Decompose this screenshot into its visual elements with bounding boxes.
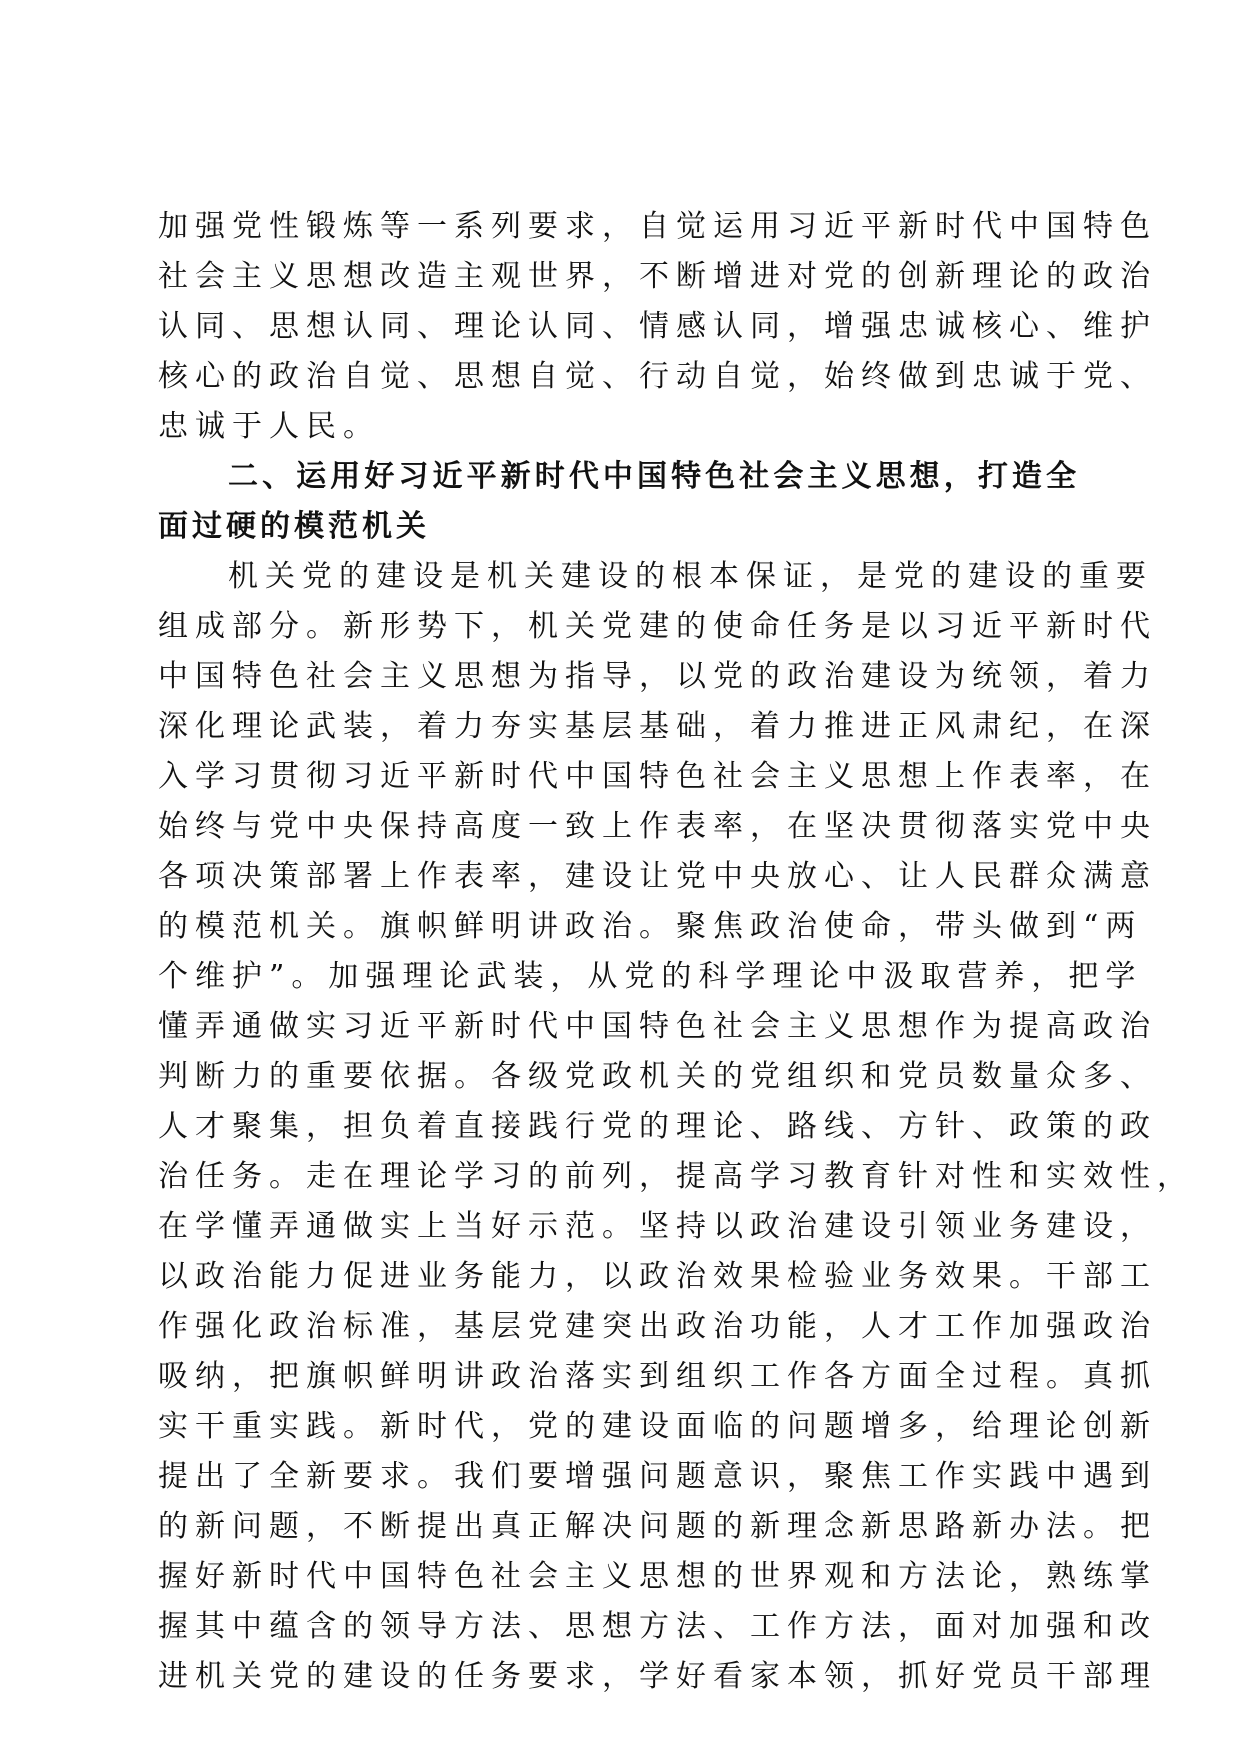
text-line: 握好新时代中国特色社会主义思想的世界观和方法论，熟练掌 [158, 1559, 1157, 1594]
text-line: 机关党的建设是机关建设的根本保证，是党的建设的重要 [228, 559, 1153, 594]
heading-line: 二、运用好习近平新时代中国特色社会主义思想，打造全 [228, 459, 1080, 494]
text-line: 判断力的重要依据。各级党政机关的党组织和党员数量众多、 [158, 1059, 1157, 1094]
text-line: 以政治能力促进业务能力，以政治效果检验业务效果。干部工 [158, 1259, 1157, 1294]
text-line: 在学懂弄通做实上当好示范。坚持以政治建设引领业务建设， [158, 1209, 1157, 1244]
text-line: 深化理论武装，着力夯实基层基础，着力推进正风肃纪，在深 [158, 709, 1157, 744]
text-line: 治任务。走在理论学习的前列，提高学习教育针对性和实效性， [158, 1159, 1194, 1194]
body-paragraph [158, 552, 1194, 1702]
text-line: 吸纳，把旗帜鲜明讲政治落实到组织工作各方面全过程。真抓 [158, 1359, 1157, 1394]
heading-line: 面过硬的模范机关 [158, 509, 430, 544]
text-line: 认同、思想认同、理论认同、情感认同，增强忠诚核心、维护 [158, 309, 1157, 344]
text-line: 的新问题，不断提出真正解决问题的新理念新思路新办法。把 [158, 1509, 1157, 1544]
text-line: 组成部分。新形势下，机关党建的使命任务是以习近平新时代 [158, 609, 1157, 644]
text-line: 实干重实践。新时代，党的建设面临的问题增多，给理论创新 [158, 1409, 1157, 1444]
text-line: 懂弄通做实习近平新时代中国特色社会主义思想作为提高政治 [158, 1009, 1157, 1044]
text-line: 各项决策部署上作表率，建设让党中央放心、让人民群众满意 [158, 859, 1157, 894]
text-line: 始终与党中央保持高度一致上作表率，在坚决贯彻落实党中央 [158, 809, 1157, 844]
text-line: 作强化政治标准，基层党建突出政治功能，人才工作加强政治 [158, 1309, 1157, 1344]
intro-paragraph [158, 202, 1157, 452]
text-line: 入学习贯彻习近平新时代中国特色社会主义思想上作表率，在 [158, 759, 1157, 794]
text-line: 人才聚集，担负着直接践行党的理论、路线、方针、政策的政 [158, 1109, 1157, 1144]
text-line: 握其中蕴含的领导方法、思想方法、工作方法，面对加强和改 [158, 1609, 1157, 1644]
text-line: 加强党性锻炼等一系列要求，自觉运用习近平新时代中国特色 [158, 209, 1157, 244]
text-line: 的模范机关。旗帜鲜明讲政治。聚焦政治使命，带头做到“两 [158, 909, 1143, 944]
section-heading [158, 452, 1080, 552]
text-line: 社会主义思想改造主观世界，不断增进对党的创新理论的政治 [158, 259, 1157, 294]
text-line: 忠诚于人民。 [158, 409, 380, 444]
text-line: 个维护”。加强理论武装，从党的科学理论中汲取营养，把学 [158, 959, 1143, 994]
text-line: 中国特色社会主义思想为指导，以党的政治建设为统领，着力 [158, 659, 1157, 694]
text-line: 核心的政治自觉、思想自觉、行动自觉，始终做到忠诚于党、 [158, 359, 1157, 394]
text-line: 提出了全新要求。我们要增强问题意识，聚焦工作实践中遇到 [158, 1459, 1157, 1494]
text-line: 进机关党的建设的任务要求，学好看家本领，抓好党员干部理 [158, 1659, 1157, 1694]
